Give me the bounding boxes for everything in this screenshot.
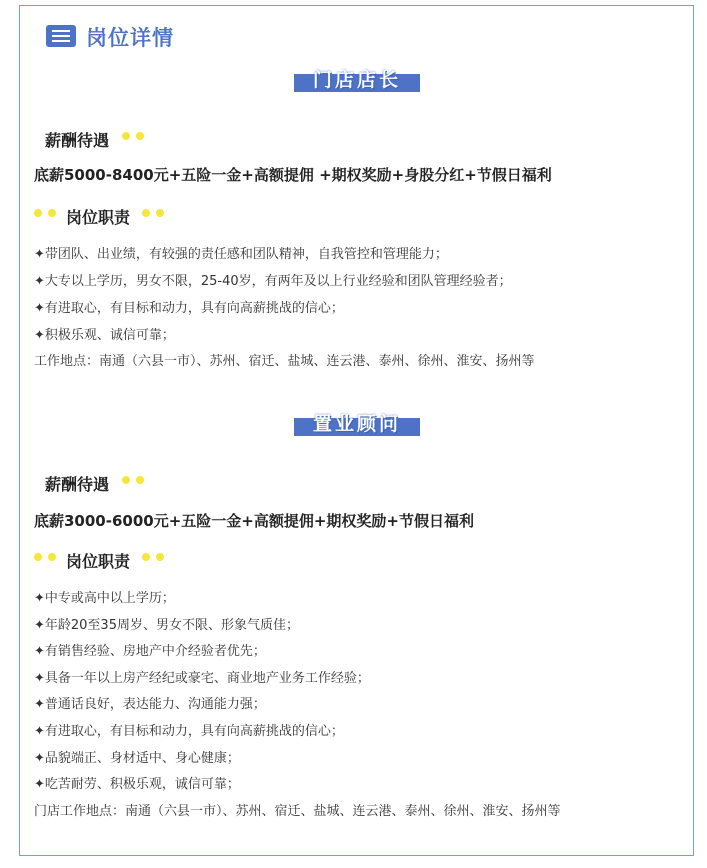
decor-dots xyxy=(142,553,166,561)
duty-line: ✦带团队、出业绩，有较强的责任感和团队精神，自我管控和管理能力； xyxy=(34,247,448,262)
decor-dots xyxy=(142,209,166,217)
section-banner-store-manager xyxy=(294,69,420,92)
duty-line: ✦普通话良好，表达能力、沟通能力强； xyxy=(34,697,266,712)
duty-line: ✦吃苦耐劳、积极乐观，诚信可靠； xyxy=(34,777,240,792)
decor-dots xyxy=(34,553,58,561)
salary-text: 底薪3000-6000元+五险一金+高额提佣+期权奖励+节假日福利 xyxy=(34,512,474,530)
salary-heading: 薪酬待遇 xyxy=(45,131,110,150)
decor-dots xyxy=(122,132,146,140)
salary-text: 底薪5000-8400元+五险一金+高额提佣 +期权奖励+身股分红+节假日福利 xyxy=(34,166,552,184)
salary-heading: 薪酬待遇 xyxy=(45,475,110,494)
section-banner-property-consultant xyxy=(294,413,420,436)
work-location: 门店工作地点：南通（六县一市）、苏州、宿迁、盐城、连云港、泰州、徐州、淮安、扬州等 xyxy=(34,804,561,819)
decor-dots xyxy=(34,209,58,217)
duty-heading: 岗位职责 xyxy=(66,552,131,571)
duty-line: ✦品貌端正、身材适中、身心健康； xyxy=(34,751,240,766)
duty-line: ✦积极乐观、诚信可靠； xyxy=(34,328,175,343)
frame-bottom-border xyxy=(19,855,694,856)
duty-line: ✦具备一年以上房产经纪或豪宅、商业地产业务工作经验； xyxy=(34,671,370,686)
duty-line: ✦有进取心，有目标和动力，具有向高薪挑战的信心； xyxy=(34,301,344,316)
duty-line: ✦中专或高中以上学历； xyxy=(34,591,175,606)
duty-line: ✦有进取心，有目标和动力，具有向高薪挑战的信心； xyxy=(34,724,344,739)
document-list-icon xyxy=(46,25,76,47)
duty-line: ✦年龄20至35周岁、男女不限、形象气质佳； xyxy=(34,618,299,633)
duty-heading: 岗位职责 xyxy=(66,208,131,227)
duty-line: ✦大专以上学历，男女不限，25-40岁，有两年及以上行业经验和团队管理经验者； xyxy=(34,274,512,289)
section-banner-label: 门店店长 xyxy=(312,69,401,91)
section-banner-label: 置业顾问 xyxy=(312,413,401,435)
page-title: 岗位详情 xyxy=(86,26,174,50)
duty-line: ✦有销售经验、房地产中介经验者优先； xyxy=(34,644,266,659)
work-location: 工作地点：南通（六县一市）、苏州、宿迁、盐城、连云港、泰州、徐州、淮安、扬州等 xyxy=(34,354,535,369)
decor-dots xyxy=(122,476,146,484)
